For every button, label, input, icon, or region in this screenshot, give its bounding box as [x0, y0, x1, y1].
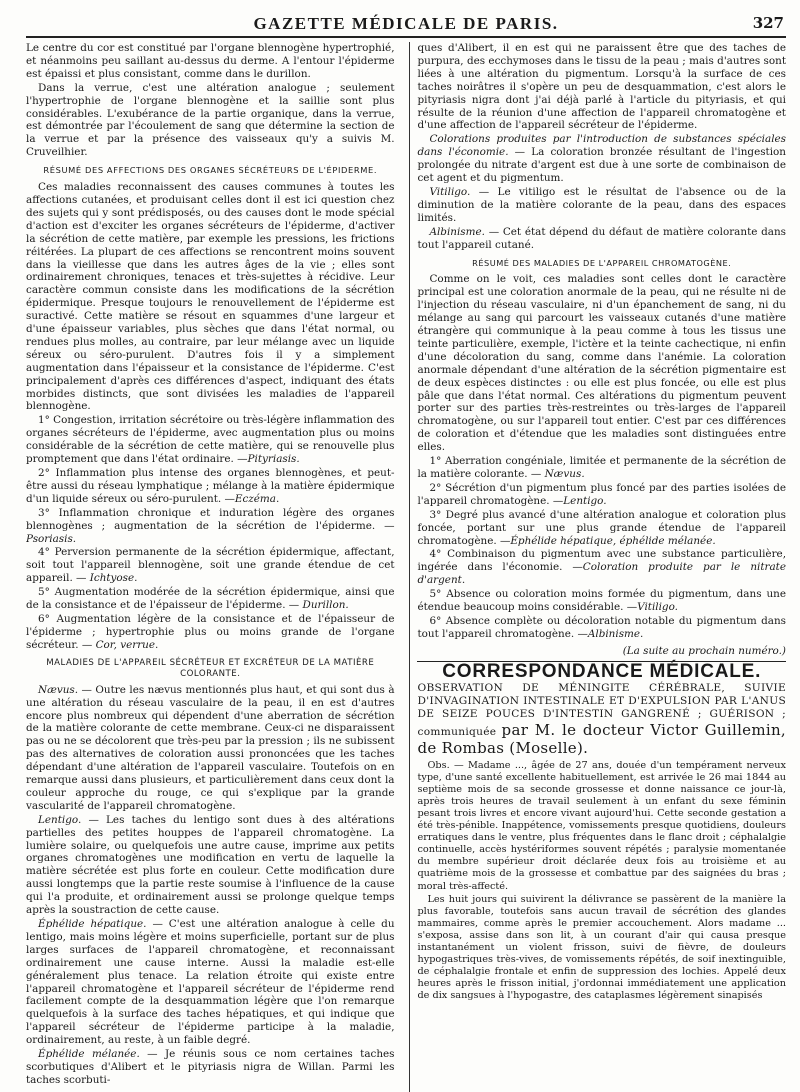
paragraph: Dans la verrue, c'est une altération analogue ; seulement l'hypertrophie de l'organe blennogène et la saillie sont plus considérables. L'exubérance de la partie organique, dans la verrue, est démontrée par l'écoulement de sang que détermine la section de la verrue et par la présence des vaisseaux qu'y a suivis M. Cruveilhier. [26, 81, 395, 159]
page-number: 327 [752, 14, 784, 32]
paragraph: ques d'Alibert, il en est qui ne paraissent être que des taches de purpura, des ecchymoses dans le tissu de la peau ; mais d'autres sont liées à une altération du pigmentum. Lorsqu'à la surface de ces taches noirâtres il s'opère un peu de desquammation, c'est alors le pityriasis nigra dont j'ai déjà parlé à l'article du pityriasis, et qui résulte de la réunion d'une affection de l'appareil chromatogène et d'une affection de l'appareil sécréteur de l'épiderme. [417, 42, 786, 132]
observation-body [417, 760, 786, 1003]
paragraph: Ces maladies reconnaissent des causes communes à toutes les affections cutanées, et produisant celles dont il est ici question chez des sujets qui y sont prédisposés, ou des causes dont le mode spécial d'action est d'exciter les organes sécréteurs de l'épiderme, d'activer la sécrétion de cette matière, par exemple les pressions, les frictions réitérées. La plupart de ces affections se rencontrent moins souvent dans la vieillesse que dans les autres âges de la vie ; elles sont ordinairement chroniques, tenaces et très-sujettes à récidive. Leur caractère commun consiste dans les modifications de la sécrétion épidermique. Presque toujours le renouvellement de l'épiderme est suractivé. Cette matière se résout en squammes d'une largeur et d'une épaisseur variables, plus sèches que dans l'état normal, ou rendues plus molles, au contraire, par leur mélange avec un liquide séreux ou séro-purulent. D'autres fois il y a simplement augmentation dans l'épaisseur et la consistance de l'épiderme. C'est principalement d'après ces différences d'aspect, indiquant des états morbides distincts, que sont divisées les maladies de l'appareil blennogène. [26, 181, 395, 413]
right-column [415, 42, 786, 1092]
paragraph: Lentigo. — Les taches du lentigo sont dues à des altérations partielles des petites houppes de l'appareil chromatogène. La lumière solaire, ou quelquefois une autre cause, imprime aux petits organes chromatogènes une modification en vertu de laquelle la matière sécrétée est plus forte en couleur. Cette modification dure aussi longtemps que la partie reste soumise à l'influence de la cause qui l'a produite, et ordinairement aussi se prolonge quelque temps après la soustraction de cette cause. [26, 813, 395, 917]
observation-title: OBSERVATION DE MÉNINGITE CÉRÉBRALE, SUIVIE D'INVAGINATION INTESTINALE ET D'EXPULSION PAR L'ANUS DE SEIZE POUCES D'INTESTIN GANGRENÉ ; GUÉRISON ; communiquée par M. le docteur Victor Guillemin, de Rombas (Moselle). [417, 681, 786, 757]
section-heading: MALADIES DE L'APPAREIL SÉCRÉTEUR ET EXCRÉTEUR DE LA MATIÈRE COLORANTE. [46, 657, 375, 679]
paragraph: Colorations produites par l'introduction de substances spéciales dans l'économie. — La coloration bronzée résultant de l'ingestion prolongée du nitrate d'argent est due à une sorte de combinaison de cet agent et du pigmentum. [417, 133, 786, 185]
left-column [26, 42, 403, 1092]
list-item: 4° Perversion permanente de la sécrétion épidermique, affectant, soit tout l'appareil blennogène, soit une grande étendue de cet appareil. — Ichtyose. [26, 546, 395, 585]
paragraph: Les huit jours qui suivirent la délivrance se passèrent de la manière la plus favorable, toutefois sans aucun travail de sécrétion des glandes mammaires, comme après le premier accouchement. Alors madame ... s'exposa, assise dans son lit, à un courant d'air qui causa presque instantanément un violent frisson, suivi de fièvre, de douleurs hypogastriques très-vives, de vomissements répétés, de soif inextinguible, de céphalalgie frontale et enfin de suppression des lochies. Appelé deux heures après le frisson initial, j'ordonnai immédiatement une application de dix sangsues à l'hypogastre, des cataplasmes légèrement sinapisés [417, 893, 786, 1002]
paragraph: Vitiligo. — Le vitiligo est le résultat de l'absence ou de la diminution de la matière colorante de la peau, dans des espaces limités. [417, 185, 786, 224]
page-header [26, 10, 786, 38]
paragraph: Éphélide mélanée. — Je réunis sous ce nom certaines taches scorbutiques d'Alibert et le pityriasis nigra de Willan. Parmi les taches scorbuti- [26, 1048, 395, 1086]
correspondance-heading: CORRESPONDANCE MÉDICALE. [442, 660, 762, 682]
journal-title: GAZETTE MÉDICALE DE PARIS. [253, 14, 559, 33]
list-item: 2° Sécrétion d'un pigmentum plus foncé par des parties isolées de l'appareil chromatogène. —Lentigo. [417, 481, 786, 507]
paragraph: Nævus. — Outre les nævus mentionnés plus haut, et qui sont dus à une altération du réseau vasculaire de la peau, il en est d'autres encore plus nombreux qui dépendent d'une aberration de sécrétion de la matière colorante de cette membrane. Ceux-ci ne disparaissent pas ou ne se décolorent que très-peu par la pression ; ils ne subissent pas des alternatives de coloration aussi prononcées que les taches dépendant d'une altération de l'appareil vasculaire. Toutefois on en remarque aussi dans plusieurs, et particulièrement dans ceux dont la couleur approche du rouge, ce qui s'explique par la grande vascularité de l'appareil chromatogène. [26, 683, 395, 812]
continuation-note: (La suite au prochain numéro.) [622, 644, 786, 657]
paragraph: Albinisme. — Cet état dépend du défaut de matière colorante dans tout l'appareil cutané. [417, 225, 786, 251]
list-item: 3° Degré plus avancé d'une altération analogue et coloration plus foncée, portant sur une plus grande étendue de l'appareil chromatogène. —Éphélide hépatique, éphélide mélanée. [417, 508, 786, 547]
observation-author: par M. le docteur Victor Guillemin, de Rombas (Moselle). [417, 720, 786, 757]
paragraph: Éphélide hépatique. — C'est une altération analogue à celle du lentigo, mais moins légère et moins superficielle, portant sur de plus larges surfaces de l'appareil chromatogène, et reconnaissant ordinairement une cause interne. Aussi la maladie est-elle généralement plus tenace. La relation étroite qui existe entre l'appareil chromatogène et l'appareil sécréteur de l'épiderme rend facilement compte de la desquammation légère que l'on remarque quelquefois à la surface des taches hépatiques, et qui indique que l'appareil sécréteur de l'épiderme participe à la maladie, ordinairement, au reste, à un faible degré. [26, 918, 395, 1047]
section-heading: RÉSUMÉ DES AFFECTIONS DES ORGANES SÉCRÉTEURS DE L'ÉPIDERME. [43, 165, 378, 176]
list-item: 5° Augmentation modérée de la sécrétion épidermique, ainsi que de la consistance et de l'épaisseur de l'épiderme. — Durillon. [26, 586, 395, 612]
list-item: 6° Absence complète ou décoloration notable du pigmentum dans tout l'appareil chromatogène. —Albinisme. [417, 614, 786, 640]
paragraph: Comme on le voit, ces maladies sont celles dont le caractère principal est une coloration anormale de la peau, qui ne résulte ni de l'injection du réseau vasculaire, ni d'un épanchement de sang, ni du mélange au sang qui parcourt les vaisseaux cutanés d'une matière étrangère qui communique à la peau comme à tous les tissus une teinte particulière, exemple, l'ictère et la teinte cachectique, ni enfin d'une décoloration du sang, comme dans l'anémie. La coloration anormale dépendant d'une altération de la sécrétion pigmentaire est de deux espèces distinctes : ou elle est plus foncée, ou elle est plus pâle que dans l'état normal. Ces altérations du pigmentum peuvent porter sur des parties très-restreintes ou très-larges de l'appareil chromatogène, ou sur l'appareil tout entier. C'est par ces différences de coloration et d'étendue que les maladies sont distinguées entre elles. [417, 273, 786, 454]
list-item: 5° Absence ou coloration moins formée du pigmentum, dans une étendue beaucoup moins considérable. —Vitiligo. [417, 588, 786, 614]
paragraph: Obs. — Madame ..., âgée de 27 ans, douée d'un tempérament nerveux type, d'une santé excellente habituellement, est arrivée le 26 mai 1844 au septième mois de sa seconde grossesse et donne naissance ce jour-là, après trois heures de travail seulement à un enfant du sexe féminin pesant trois livres et encore vivant aujourd'hui. Cette seconde gestation a été très-pénible. Inappétence, vomissements presque quotidiens, douleurs erratiques dans le ventre, plus fréquentes dans le flanc droit ; céphalalgie continuelle, accès hystériformes souvent répétés ; paralysie momentanée du membre supérieur droit déclarée deux fois au troisième et au quatrième mois de la grossesse et combattue par des saignées du bras ; moral très-affecté. [417, 759, 786, 892]
list-item: 3° Inflammation chronique et induration légère des organes blennogènes ; augmentation de la sécrétion de l'épiderme. —Psoriasis. [26, 506, 395, 545]
section-heading: RÉSUMÉ DES MALADIES DE L'APPAREIL CHROMATOGÈNE. [472, 257, 732, 268]
list-item: 1° Aberration congéniale, limitée et permanente de la sécrétion de la matière colorante. — Nævus. [417, 455, 786, 480]
list-item: 6° Augmentation légère de la consistance et de l'épaisseur de l'épiderme ; hypertrophie plus ou moins grande de l'organe sécréteur. — Cor, verrue. [26, 612, 395, 651]
paragraph: Le centre du cor est constitué par l'organe blennogène hypertrophié, et néanmoins peu saillant au-dessus du derme. A l'entour l'épiderme est épaissi et plus consistant, comme dans le durillon. [26, 42, 395, 80]
column-rule [409, 42, 410, 1092]
columns [26, 42, 786, 1092]
list-item: 2° Inflammation plus intense des organes blennogènes, et peut-être aussi du réseau lymphatique ; mélange à la matière épidermique d'un liquide séreux ou séro-purulent. —Eczéma. [26, 467, 395, 505]
list-item: 1° Congestion, irritation sécrétoire ou très-légère inflammation des organes sécréteurs de l'épiderme, avec augmentation plus ou moins considérable de la sécrétion de cette matière, qui se renouvelle plus promptement que dans l'état ordinaire. —Pityriasis. [26, 414, 395, 466]
list-item: 4° Combinaison du pigmentum avec une substance particulière, ingérée dans l'économie. —Coloration produite par le nitrate d'argent. [417, 548, 786, 587]
